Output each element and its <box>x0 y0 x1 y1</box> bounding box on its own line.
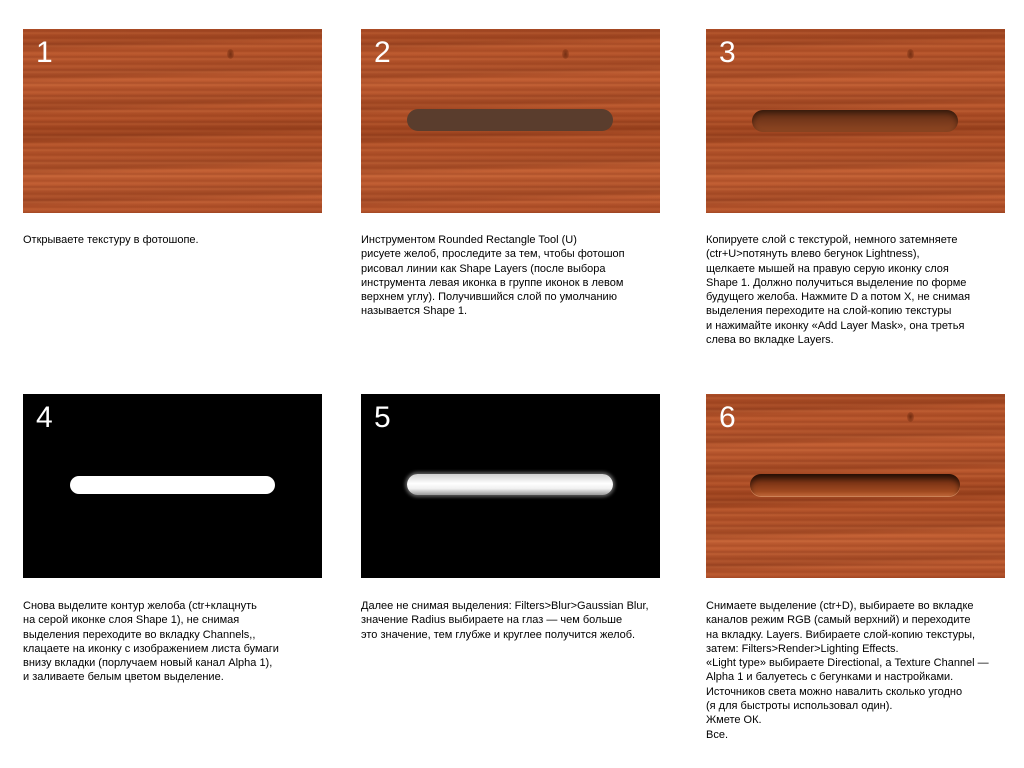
caption-line: называется Shape 1. <box>361 305 468 318</box>
caption-line: рисуете желоб, проследите за тем, чтобы фотошоп <box>361 248 625 261</box>
caption-line: Инструментом Rounded Rectangle Tool (U) <box>361 234 577 246</box>
caption-line: Источников света можно навалить сколько угодно <box>706 685 963 698</box>
caption-line: значение Radius выбираете на глаз — чем больше <box>361 614 623 627</box>
caption-line: Alpha 1 и балуетесь с бегунками и настройками. <box>706 671 954 684</box>
caption-line: (ctr+U>потянуть влево бегунок Lightness), <box>706 248 920 261</box>
caption-line: щелкаете мышей на правую серую иконку слоя <box>706 262 949 275</box>
caption-line: (я для быстроты использовал один). <box>706 700 893 713</box>
step-2-caption <box>361 233 661 319</box>
step-6-number: 6 <box>719 401 736 434</box>
caption-line: инструмента левая иконка в группе иконок в левом <box>361 276 624 289</box>
caption-line: каналов режим RGB (самый верхний) и переходите <box>706 614 971 627</box>
alpha-channel-selection <box>70 476 275 494</box>
step-2-number: 2 <box>374 36 391 69</box>
step-6-image <box>706 394 1005 578</box>
caption-line: Снова выделите контур желоба (ctr+клацнуть <box>23 600 257 612</box>
step-5-number: 5 <box>374 401 391 434</box>
wood-knot <box>907 49 914 59</box>
caption-line: это значение, тем глубже и круглее получится желоб. <box>361 628 636 641</box>
caption-line: выделения переходите во вкладку Channels,, <box>23 628 256 641</box>
caption-line: выделения переходите на слой-копию текстуры <box>706 305 952 318</box>
caption-line: будущего желоба. Нажмите D а потом X, не снимая <box>706 291 971 304</box>
caption-line: Все. <box>706 728 729 741</box>
caption-line: Снимаете выделение (ctr+D), выбираете во вкладке <box>706 600 974 612</box>
wood-knot <box>562 49 569 59</box>
rounded-rectangle-shape <box>407 109 613 131</box>
step-3-image <box>706 29 1005 213</box>
step-1-caption <box>23 233 323 247</box>
caption-line: внизу вкладки (порлучаем новый канал Alpha 1), <box>23 657 273 670</box>
final-groove <box>750 474 960 496</box>
caption-line: слева во вкладке Layers. <box>706 334 834 347</box>
caption-line: клацаете на иконку с изображением листа бумаги <box>23 642 279 655</box>
step-5-image <box>361 394 660 578</box>
caption-line: на вкладку. Layers. Вибираете слой-копию текстуры, <box>706 628 976 641</box>
step-6-caption <box>706 599 1006 742</box>
caption-line: Копируете слой с текстурой, немного затемняете <box>706 234 958 246</box>
caption-line: Открываете текстуру в фотошопе. <box>23 234 199 246</box>
caption-line: Далее не снимая выделения: Filters>Blur>Gaussian Blur, <box>361 600 649 612</box>
caption-line: Жмете ОК. <box>706 714 762 727</box>
caption-line: и заливаете белым цветом выделение. <box>23 671 224 684</box>
caption-line: Shape 1. Должно получиться выделение по форме <box>706 276 967 289</box>
step-1-number: 1 <box>36 36 53 69</box>
caption-line: на серой иконке слоя Shape 1), не снимая <box>23 614 240 627</box>
caption-line: верхнем углу). Получившийся слой по умолчанию <box>361 291 617 304</box>
step-1-image <box>23 29 322 213</box>
wood-knot <box>227 49 234 59</box>
step-2-image <box>361 29 660 213</box>
darkened-groove <box>752 110 958 132</box>
caption-line: затем: Filters>Render>Lighting Effects. <box>706 642 899 655</box>
caption-line: и нажимайте иконку «Add Layer Mask», она третья <box>706 319 965 332</box>
step-4-caption <box>23 599 323 685</box>
blurred-channel-shape <box>407 474 613 495</box>
step-3-caption <box>706 233 1006 347</box>
wood-knot <box>907 412 914 422</box>
step-5-caption <box>361 599 661 642</box>
caption-line: «Light type» выбираете Directional, а Texture Channel — <box>706 657 989 670</box>
step-3-number: 3 <box>719 36 736 69</box>
caption-line: рисовал линии как Shape Layers (после выбора <box>361 262 606 275</box>
step-4-number: 4 <box>36 401 53 434</box>
step-4-image <box>23 394 322 578</box>
